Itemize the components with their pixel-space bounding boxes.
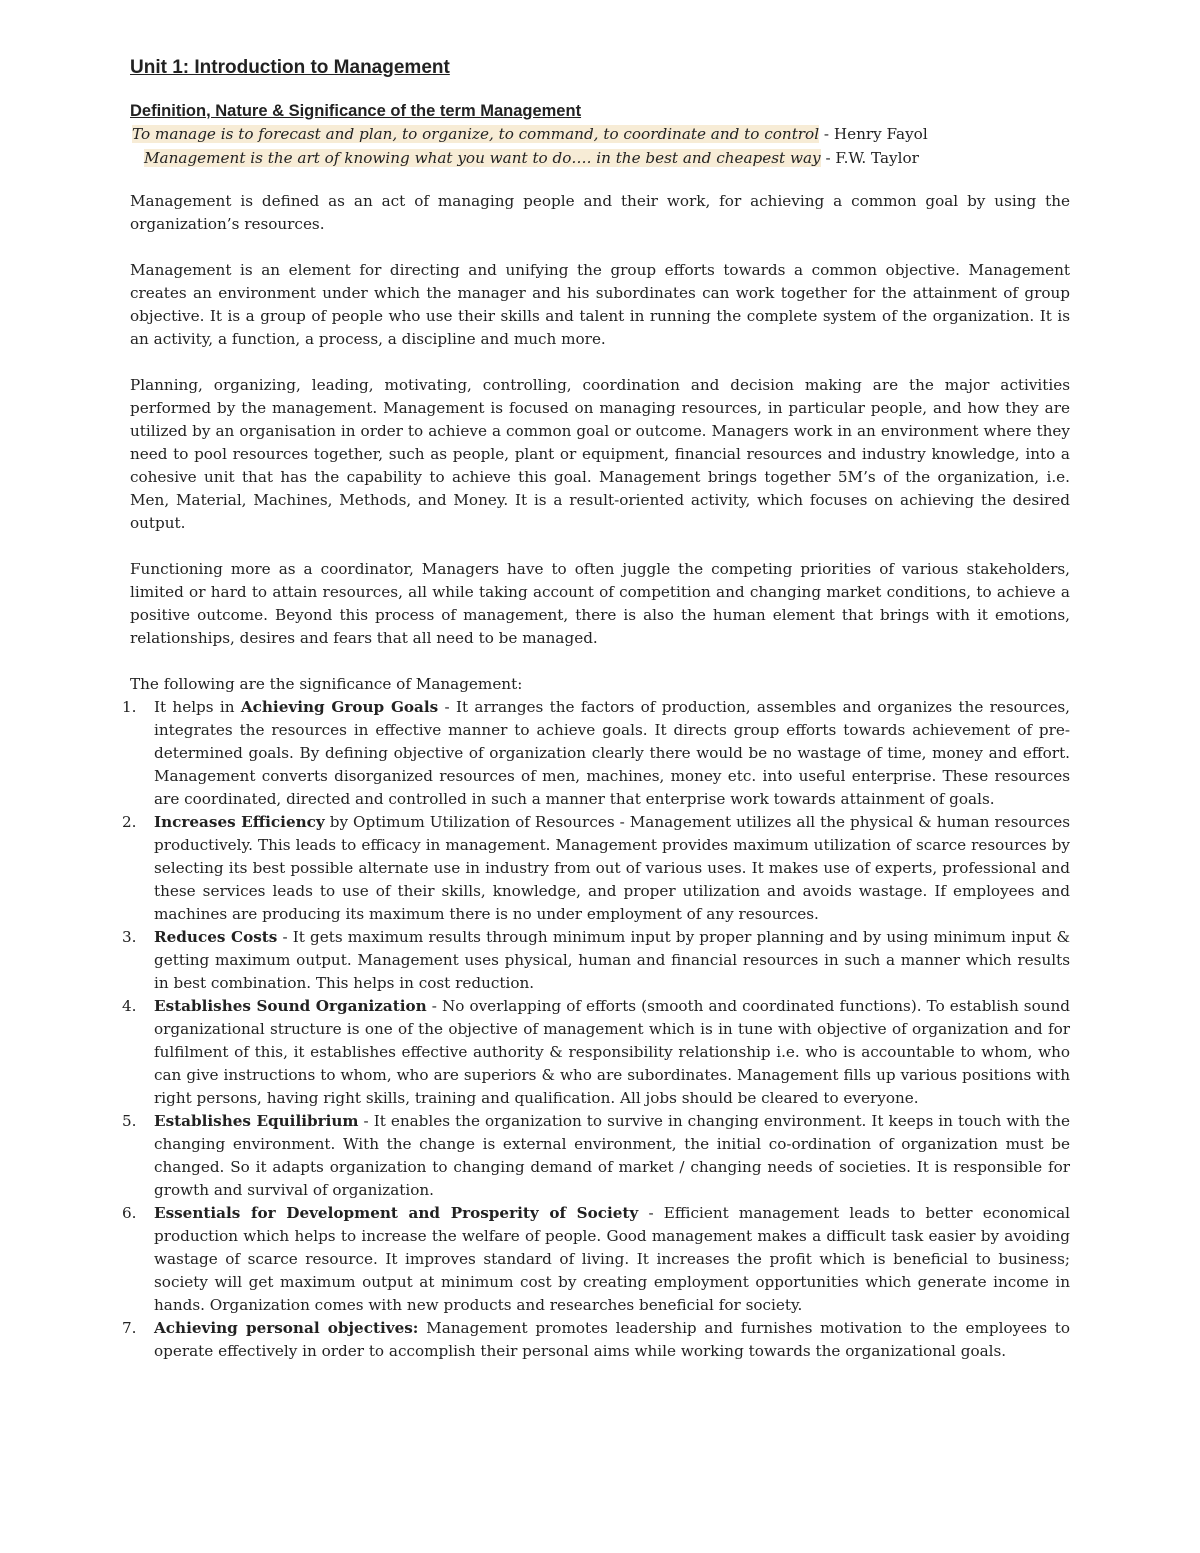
paragraph-element: Management is an element for directing and unifying the group efforts towards a common objective. Management creates an environment under which the manager and his subordinates can work together for the attainment of group objective. It is a group of people who use their skills and talent in running the complete system of the organization. It is an activity, a function, a process, a discipline and much more. [130,261,1070,348]
list-number: 6. [122,1204,137,1222]
significance-list [122,696,1071,1363]
item-heading: Achieving Group Goals [240,698,439,716]
item-text: - No overlapping of efforts (smooth and coordinated functions). To establish sound organizational structure is one of the objective of management which is in tune with objective of organization and for fulfilment of this, it establishes effective authority & responsibility relationship i.e. who is accountable to whom, who can give instructions to whom, who are superiors & who are subordinates. Management fills up various positions with right persons, having right skills, training and qualification. All jobs should be cleared to everyone. [154,997,1071,1107]
list-item [122,696,1070,811]
list-item [122,926,1070,995]
list-item [122,811,1071,926]
item-text: - It arranges the factors of production, assembles and organizes the resources, integrates the resources in effective manner to achieve goals. It directs group efforts towards achievement of pre-determined goals. By defining objective of organization clearly there would be no wastage of time, money and effort. Management converts disorganized resources of men, machines, money etc. into useful enterprise. These resources are coordinated, directed and controlled in such a manner that enterprise work towards attainment of goals. [154,698,1070,808]
quote-author: - Henry Fayol [819,125,928,143]
item-heading: Essentials for Development and Prosperity of Society [154,1204,639,1222]
list-item [122,995,1071,1110]
list-number: 1. [122,698,137,716]
item-text: by Optimum Utilization of Resources - Management utilizes all the physical & human resources productively. This leads to efficacy in management. Management provides maximum utilization of scarce resources by selecting its best possible alternate use in industry from out of various uses. It makes use of experts, professional and these services leads to use of their skills, knowledge, and proper utilization and avoids wastage. If employees and machines are producing its maximum there is no under employment of any resources. [154,813,1071,923]
document-page [122,56,1071,1363]
item-heading: Establishes Equilibrium [154,1112,359,1130]
unit-title: Unit 1: Introduction to Management [130,57,450,78]
item-heading: Achieving personal objectives: [154,1319,419,1337]
list-number: 2. [122,813,137,831]
list-number: 7. [122,1319,137,1337]
item-text: Management promotes leadership and furnishes motivation to the employees to operate effectively in order to accomplish their personal aims while working towards the organizational goals. [154,1319,1070,1360]
quote-text: Management is the art of knowing what you want to do…. in the best and cheapest way [144,149,821,167]
item-text: - Efficient management leads to better economical production which helps to increase the welfare of people. Good management makes a difficult task easier by avoiding wastage of scarce resource. It improves standard of living. It increases the profit which is beneficial to business; society will get maximum output at minimum cost by creating employment opportunities which generate income in hands. Organization comes with new products and researches beneficial for society. [154,1204,1070,1314]
item-text: - It enables the organization to survive in changing environment. It keeps in touch with the changing environment. With the change is external environment, the initial co-ordination of organization must be changed. So it adapts organization to changing demand of market / changing needs of societies. It is responsible for growth and survival of organization. [154,1112,1070,1199]
list-number: 5. [122,1112,137,1130]
quote-author: - F.W. Taylor [820,149,919,167]
item-heading: Increases Efficiency [154,813,325,831]
item-heading: Reduces Costs [154,928,278,946]
quote-fayol [130,122,1070,146]
item-prefix: It helps in [154,698,241,716]
section-title: Definition, Nature & Significance of the term Management [130,102,582,120]
paragraph-coordinator: Functioning more as a coordinator, Managers have to often juggle the competing priorities of various stakeholders, limited or hard to attain resources, all while taking account of competition and changing market conditions, to achieve a positive outcome. Beyond this process of management, there is also the human element that brings with it emotions, relationships, desires and fears that all need to be managed. [130,560,1070,647]
quote-text: To manage is to forecast and plan, to organize, to command, to coordinate and to control [132,125,820,143]
list-item [122,1317,1070,1363]
quote-taylor [130,146,1070,170]
paragraph-definition: Management is defined as an act of managing people and their work, for achieving a common goal by using the organization’s resources. [130,192,1070,233]
list-item [122,1202,1070,1317]
significance-intro: The following are the significance of Management: [130,675,523,693]
paragraph-activities: Planning, organizing, leading, motivating, controlling, coordination and decision making are the major activities performed by the management. Management is focused on managing resources, in particular people, and how they are utilized by an organisation in order to achieve a common goal or outcome. Managers work in an environment where they need to pool resources together, such as people, plant or equipment, financial resources and industry knowledge, into a cohesive unit that has the capability to achieve this goal. Management brings together 5M’s of the organization, i.e. Men, Material, Machines, Methods, and Money. It is a result-oriented activity, which focuses on achieving the desired output. [130,376,1070,532]
list-number: 3. [122,928,137,946]
list-number: 4. [122,997,137,1015]
item-text: - It gets maximum results through minimum input by proper planning and by using minimum input & getting maximum output. Management uses physical, human and financial resources in such a manner which results in best combination. This helps in cost reduction. [154,928,1070,992]
list-item [122,1110,1070,1202]
item-heading: Establishes Sound Organization [154,997,427,1015]
